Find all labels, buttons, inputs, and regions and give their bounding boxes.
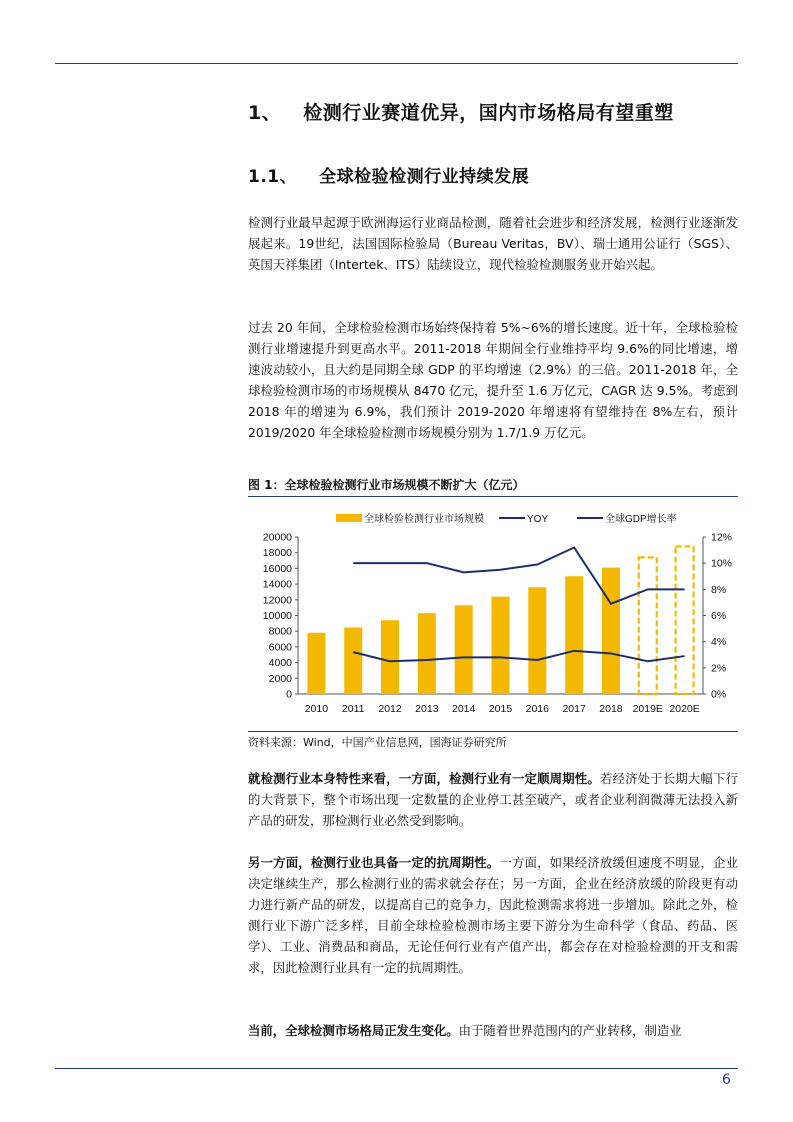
x-axis-tick-label: 2020E [669, 703, 700, 715]
x-axis-tick-label: 2018 [599, 703, 623, 715]
paragraph-procyclical-lead: 就检测行业本身特性来看，一方面，检测行业有一定顺周期性。 [248, 771, 600, 786]
subsection-number: 1.1、 [248, 167, 298, 187]
x-axis-tick-label: 2016 [525, 703, 549, 715]
right-axis-tick-label: 2% [711, 662, 727, 675]
left-axis-tick-label: 20000 [262, 531, 292, 544]
x-axis-tick-label: 2015 [488, 703, 513, 715]
section-heading [248, 98, 674, 125]
bar [455, 605, 473, 694]
x-axis-tick-label: 2012 [378, 703, 402, 715]
x-axis-tick-label: 2017 [562, 703, 586, 715]
legend-swatch-bar [336, 514, 362, 522]
subsection-heading [248, 162, 529, 187]
right-axis-tick-label: 10% [711, 557, 733, 570]
x-axis-tick-label: 2019E [632, 703, 663, 715]
left-axis-tick-label: 18000 [262, 547, 292, 560]
left-axis-tick-label: 12000 [262, 594, 292, 607]
right-axis-tick-label: 8% [711, 583, 727, 596]
paragraph-landscape [248, 1020, 738, 1041]
gdp-growth-line [353, 651, 684, 661]
left-axis-tick-label: 0 [286, 688, 292, 701]
figure-title: 图 1：全球检验检测行业市场规模不断扩大（亿元） [248, 476, 738, 497]
paragraph-countercyclical-body: 一方面，如果经济放缓但速度不明显，企业决定继续生产，那么检测行业的需求就会存在；另一方面，企业在经济放缓的阶段更有动力进行新产品的研发，以提高自己的竞争力，因此检测需求将进一步增加。除此之外，检测行业下游广泛多样，目前全球检验检测市场主要下游分为生命科学（食品、药品、医学）、工业、消费品和商品，无论任何行业有产值产出，都会存在对检验检测的开支和需求，因此检测行业具有一定的抗周期性。 [248, 855, 739, 975]
left-axis-tick-label: 16000 [262, 562, 292, 575]
figure-source: 资料来源：Wind，中国产业信息网，国海证券研究所 [248, 731, 738, 752]
paragraph-landscape-body: 由于随着世界范围内的产业转移，制造业 [458, 1023, 682, 1038]
paragraph-procyclical [248, 768, 738, 831]
left-axis-tick-label: 2000 [268, 672, 292, 685]
x-axis-tick-label: 2014 [452, 703, 476, 715]
bar [307, 633, 325, 694]
paragraph-countercyclical-lead: 另一方面，检测行业也具备一定的抗周期性。 [248, 855, 500, 870]
left-axis-tick-label: 14000 [262, 578, 292, 591]
legend-label: 全球GDP增长率 [605, 514, 677, 525]
x-axis-tick-label: 2010 [304, 703, 329, 715]
paragraph-growth: 过去 20 年间，全球检验检测市场始终保持着 5%~6%的增长速度。近十年，全球检验检测行业增速提升到更高水平。2011-2018 年期间全行业维持平均 9.6%的同比增速，增速波动较小，且大约是同期全球 GDP 的平均增速（2.9%）的三倍。2011-2018 年，全球检验检测市场的市场规模从 8470 亿元，提升至 1.6 万亿元，CAGR 达 9.5%。考虑到 2018 年的增速为 6.9%，我们预计 2019-2020 年增速将有望维持在 8%左右，预计 2019/2020 年全球检验检测市场规模分别为 1.7/1.9 万亿元。 [248, 320, 738, 440]
legend-label: 全球检验检测行业市场规模 [364, 514, 484, 525]
bar [528, 587, 546, 694]
left-axis-tick-label: 4000 [268, 657, 292, 670]
paragraph-landscape-lead: 当前，全球检测市场格局正发生变化。 [248, 1023, 459, 1038]
bar [418, 613, 436, 694]
bar [344, 628, 362, 694]
left-axis-tick-label: 10000 [262, 610, 292, 622]
page-number: 6 [722, 1072, 731, 1088]
section-number: 1、 [248, 102, 282, 124]
left-axis-tick-label: 6000 [268, 641, 292, 654]
bar-projected [639, 557, 657, 694]
yoy-line [353, 547, 684, 603]
paragraph-history: 检测行业最早起源于欧洲海运行业商品检测，随着社会进步和经济发展，检测行业逐渐发展起来。19世纪，法国国际检验局（Bureau Veritas，BV）、瑞士通用公证行（SGS）、英国天祥集团（Intertek、ITS）陆续设立，现代检验检测服务业开始兴起。 [248, 215, 738, 272]
legend-label: YOY [527, 514, 549, 525]
right-axis-tick-label: 0% [711, 688, 727, 701]
footer-rule [55, 1068, 738, 1069]
bar [381, 620, 399, 694]
x-axis-tick-label: 2011 [341, 703, 365, 715]
header-rule [55, 63, 738, 64]
chart-svg [248, 500, 738, 730]
bar [492, 597, 510, 694]
bar-projected [676, 546, 694, 694]
left-axis-tick-label: 8000 [268, 625, 292, 638]
right-axis-tick-label: 6% [711, 610, 727, 622]
x-axis-tick-label: 2013 [415, 703, 439, 715]
right-axis-tick-label: 4% [711, 636, 727, 649]
paragraph-countercyclical [248, 852, 738, 978]
market-size-chart [248, 500, 738, 730]
right-axis-tick-label: 12% [711, 531, 733, 544]
paragraph-procyclical-body: 若经济处于长期大幅下行的大背景下，整个市场出现一定数量的企业停工甚至破产，或者企业利润微薄无法投入新产品的研发，那检测行业必然受到影响。 [248, 771, 739, 828]
section-title: 检测行业赛道优异，国内市场格局有望重塑 [303, 102, 674, 124]
subsection-title: 全球检验检测行业持续发展 [319, 167, 530, 187]
bar [565, 576, 583, 694]
bar [602, 568, 620, 694]
